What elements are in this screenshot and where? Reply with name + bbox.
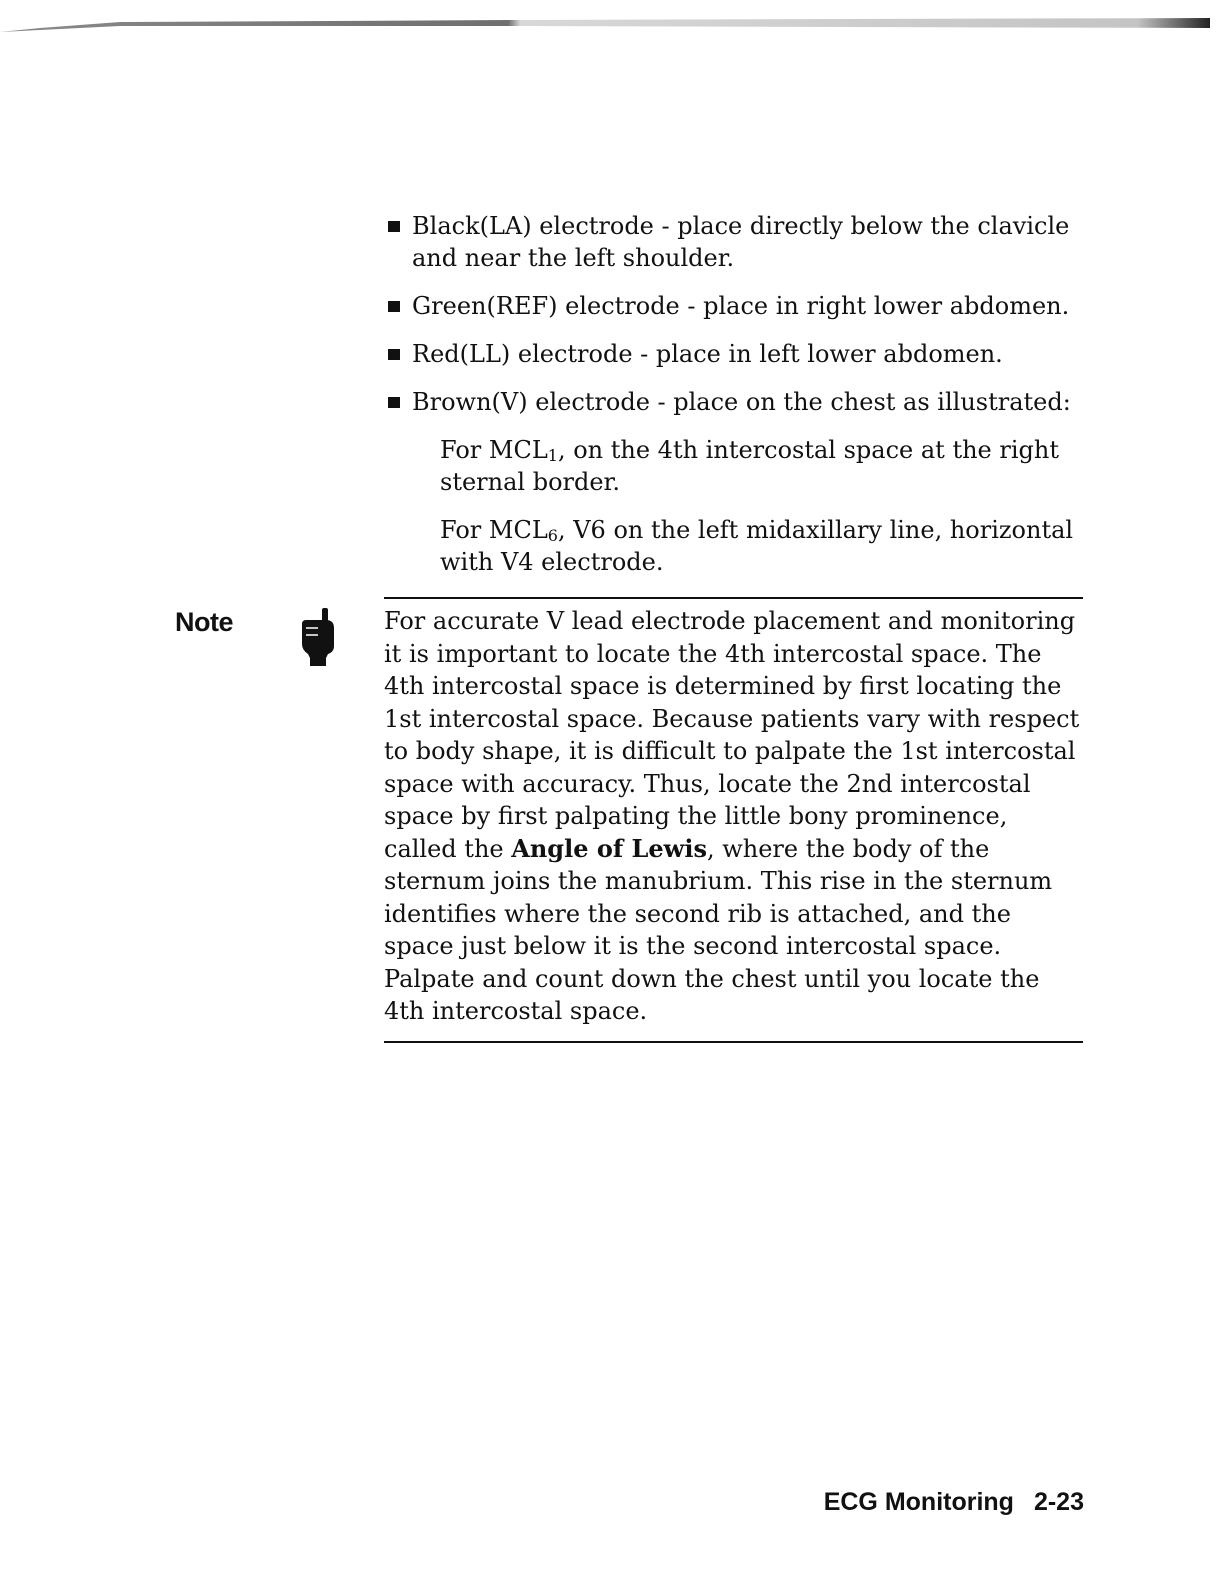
bullet-square-icon: [388, 397, 400, 408]
angle-of-lewis-term: Angle of Lewis: [511, 833, 707, 863]
page-number: 2-23: [1033, 1488, 1084, 1516]
bullet-black-la: [384, 210, 1084, 274]
note-bottom-rule: [384, 1041, 1083, 1043]
note-body: For accurate V lead electrode placement and monitoring it is important to locate the 4th intercostal space. The 4th intercostal space is determined by first locating the 1st intercostal space. Because patients vary with respect to body shape, it is difficult to palpate the 1st intercostal space with accuracy. Thus, locate the 2nd intercostal space by first palpating the little bony prominence, called the Angle of Lewis, where the body of the sternum joins the manubrium. This rise in the sternum identifies where the second rib is attached, and the space just below it is the second intercostal space. Palpate and count down the chest until you locate the 4th intercostal space.: [384, 607, 1080, 1025]
bullet-square-icon: [388, 301, 400, 312]
bullet-text: Black(LA) electrode - place directly below the clavicle and near the left shoulder.: [412, 212, 1070, 272]
electrode-placement-list: [384, 210, 1084, 594]
bullet-square-icon: [388, 221, 400, 232]
bullet-text: Red(LL) electrode - place in left lower abdomen.: [412, 340, 1003, 368]
pointing-hand-icon: [296, 608, 340, 666]
bullet-text: Brown(V) electrode - place on the chest as illustrated:: [412, 388, 1071, 416]
mcl6-placement: For $MCL_6$, V6 on the left midaxillary line, horizontal with V4 electrode.: [440, 516, 1074, 576]
bullet-green-ref: [384, 290, 1084, 322]
scan-edge-bar: [0, 16, 1210, 34]
note-label: Note: [175, 607, 233, 637]
bullet-red-ll: [384, 338, 1084, 370]
footer-section-title: ECG Monitoring: [823, 1488, 1014, 1516]
note-top-rule: [384, 597, 1083, 599]
mcl1-placement: For $MCL_1$, on the 4th intercostal space at the right sternal border.: [440, 436, 1059, 496]
page-footer: [824, 1486, 1084, 1518]
bullet-text: Green(REF) electrode - place in right lower abdomen.: [412, 292, 1070, 320]
bullet-square-icon: [388, 349, 400, 360]
bullet-brown-v: [384, 386, 1084, 418]
